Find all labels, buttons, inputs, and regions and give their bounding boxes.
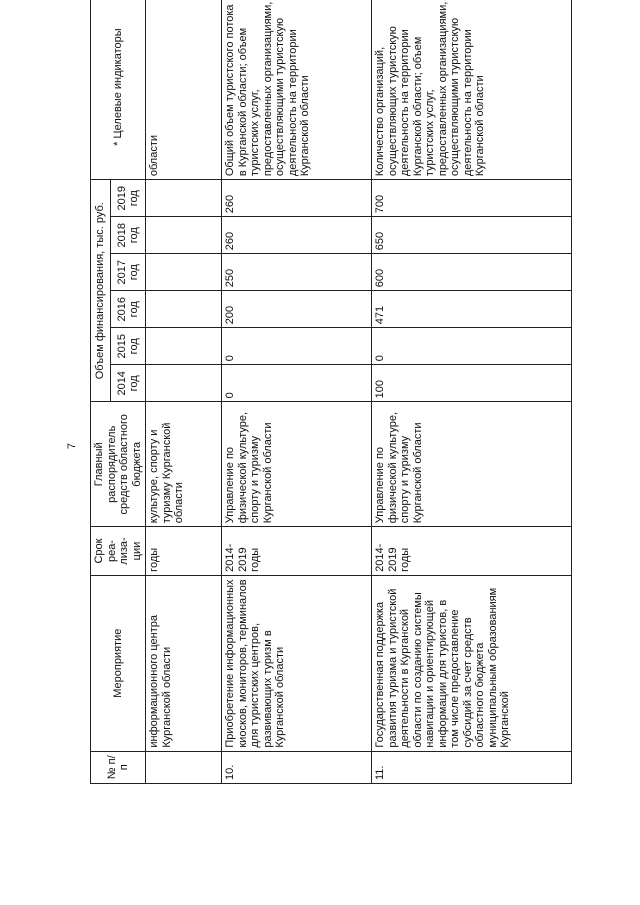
header-num: № п/п xyxy=(91,751,146,783)
cell-value: 650 xyxy=(372,217,572,254)
cell-value xyxy=(146,254,222,291)
cell-term: годы xyxy=(146,527,222,576)
cell-value: 0 xyxy=(222,365,372,402)
cell-value: 600 xyxy=(372,254,572,291)
cell-term: 2014-2019 годы xyxy=(372,527,572,576)
table-row xyxy=(372,0,572,784)
cell-event: информационного центра Курганской области xyxy=(146,575,222,751)
header-term: Срок реа-лиза-ции xyxy=(91,527,146,576)
cell-value: 200 xyxy=(222,291,372,328)
cell-value xyxy=(146,180,222,217)
header-row-1 xyxy=(91,0,111,784)
header-year: 2014 год xyxy=(111,365,146,402)
cell-value: 260 xyxy=(222,217,372,254)
header-targets: * Целевые индикаторы xyxy=(91,0,146,180)
measures-table xyxy=(90,0,572,784)
header-year: 2015 год xyxy=(111,328,146,365)
cell-value: 260 xyxy=(222,180,372,217)
header-event: Мероприятие xyxy=(91,575,146,751)
cell-value: 700 xyxy=(372,180,572,217)
header-year: 2019 год xyxy=(111,180,146,217)
cell-targets: Количество организаций, осуществляющих туристскую деятельность на территории Курганской области; объем туристских услуг, предоставленных организациями, осуществляющими туристскую деятельность на территории Курганской области xyxy=(372,0,572,180)
cell-value xyxy=(146,217,222,254)
table-row xyxy=(222,0,372,784)
header-funding: Объем финансирования, тыс. руб. xyxy=(91,180,111,402)
header-year: 2016 год xyxy=(111,291,146,328)
table-row xyxy=(146,0,222,784)
page-number: 7 xyxy=(66,442,79,450)
cell-value: 100 xyxy=(372,365,572,402)
cell-value: 0 xyxy=(372,328,572,365)
header-year: 2017 год xyxy=(111,254,146,291)
cell-value: 0 xyxy=(222,328,372,365)
cell-targets: Общий объем туристского потока в Курганской области; объем туристских услуг, предоставленных организациями, осуществляющими туристскую деятельность на территории Курганской области xyxy=(222,0,372,180)
cell-num xyxy=(146,751,222,783)
cell-term: 2014-2019 годы xyxy=(222,527,372,576)
cell-manager: культуре, спорту и туризму Курганской области xyxy=(146,402,222,527)
cell-value xyxy=(146,328,222,365)
cell-num: 10. xyxy=(222,751,372,783)
rotated-table-wrapper xyxy=(90,0,630,784)
header-year: 2018 год xyxy=(111,217,146,254)
cell-num: 11. xyxy=(372,751,572,783)
cell-targets: области xyxy=(146,0,222,180)
cell-value xyxy=(146,365,222,402)
cell-value: 250 xyxy=(222,254,372,291)
cell-manager: Управление по физической культуре, спорту и туризму Курганской области xyxy=(372,402,572,527)
cell-event: Приобретение информационных киосков, мониторов, терминалов для туристских центров, развивающих туризм в Курганской области xyxy=(222,575,372,751)
cell-value xyxy=(146,291,222,328)
cell-manager: Управление по физической культуре, спорту и туризму Курганской области xyxy=(222,402,372,527)
cell-value: 471 xyxy=(372,291,572,328)
cell-event: Государственная поддержка развития туризма и туристской деятельности в Курганской области по созданию системы навигации и ориентирующей информации для туристов, в том числе предоставление субсидий за счет средств областного бюджета муниципальным образованиям Курганской xyxy=(372,575,572,751)
header-manager: Главный распорядитель средств областного бюджета xyxy=(91,402,146,527)
